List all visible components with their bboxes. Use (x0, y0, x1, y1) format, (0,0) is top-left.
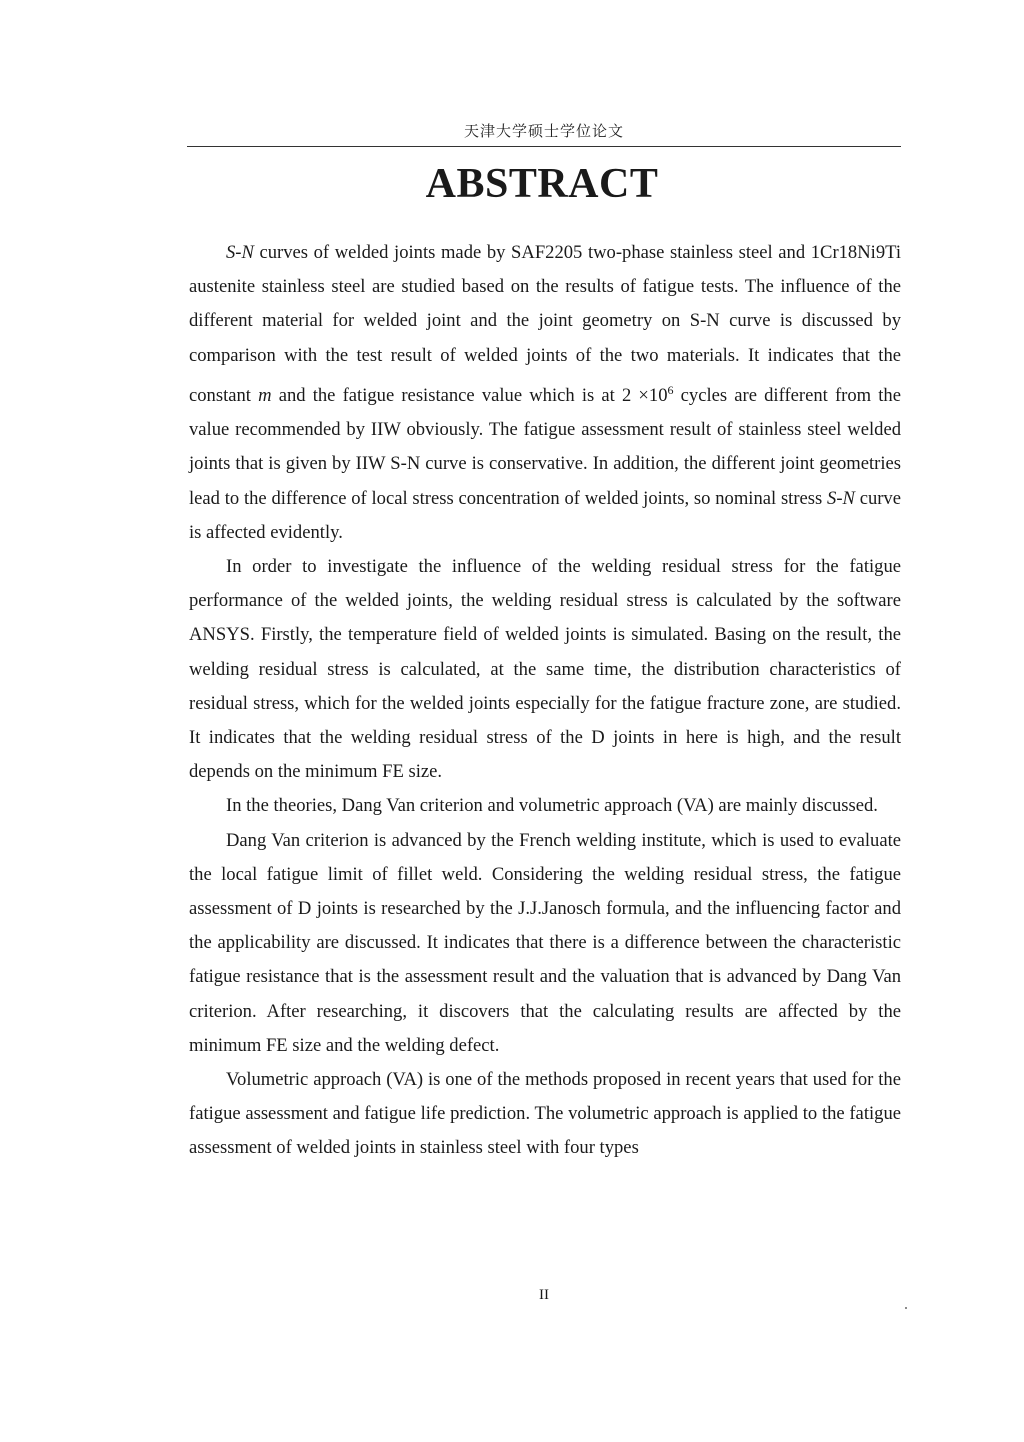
exponent: 6 (667, 382, 674, 397)
paragraph-1-text-a: curves of welded joints made by SAF2205 two-phase stainless steel and 1Cr18Ni9Ti austenite stainless steel are studied based on the results of fatigue tests. The influence of the different material for welded joint and the joint geometry on S-N curve is discussed by comparison with the test result of welded joints of the two materials. It indicates that the constant (189, 242, 901, 406)
abstract-heading: ABSTRACT (425, 161, 659, 207)
paragraph-2: In order to investigate the influence of the welding residual stress for the fatigue performance of the welded joints, the welding residual stress is calculated by the software ANSYS. Firstly, the temperature field of welded joints is simulated. Basing on the result, the welding residual stress is calculated, at the same time, the distribution characteristics of residual stress, which for the welded joints especially for the fatigue fracture zone, are studied. It indicates that the welding residual stress of the D joints in here is high, and the result depends on the minimum FE size. (189, 556, 901, 783)
paragraph-1-text-b: and the fatigue resistance value which is at 2 ×10 (271, 385, 668, 406)
paragraph-1-text-d: curve is affected evidently. (189, 487, 901, 543)
page-number: II (539, 1287, 549, 1303)
abstract-body (189, 236, 901, 1166)
paragraph-1 (189, 236, 901, 550)
constant-m: m (258, 385, 272, 406)
paragraph-4: Dang Van criterion is advanced by the French welding institute, which is used to evaluate the local fatigue limit of fillet weld. Considering the welding residual stress, the fatigue assessment of D joints is researched by the J.J.Janosch formula, and the influencing factor and the applicability are discussed. It indicates that there is a difference between the characteristic fatigue resistance that is the assessment result and the valuation that is advanced by Dang Van criterion. After researching, it discovers that the calculating results are affected by the minimum FE size and the welding defect. (189, 829, 901, 1056)
running-header: 天津大学硕士学位论文 (463, 122, 624, 140)
paragraph-1-text-c: cycles are different from the value recommended by IIW obviously. The fatigue assessment result of stainless steel welded joints that is given by IIW S-N curve is conservative. In addition, the different joint geometries lead to the difference of local stress concentration of welded joints, so nominal stress (189, 385, 901, 509)
sn-term-2: S-N (827, 487, 855, 509)
paragraph-3: In the theories, Dang Van criterion and volumetric approach (VA) are mainly discussed. (226, 795, 878, 817)
paragraph-5: Volumetric approach (VA) is one of the methods proposed in recent years that used for the fatigue assessment and fatigue life prediction. The volumetric approach is applied to the fatigue assessment of welded joints in stainless steel with four types (189, 1069, 901, 1159)
scan-speck (905, 1307, 907, 1309)
sn-term: S-N (226, 242, 254, 263)
header-rule (187, 146, 901, 147)
